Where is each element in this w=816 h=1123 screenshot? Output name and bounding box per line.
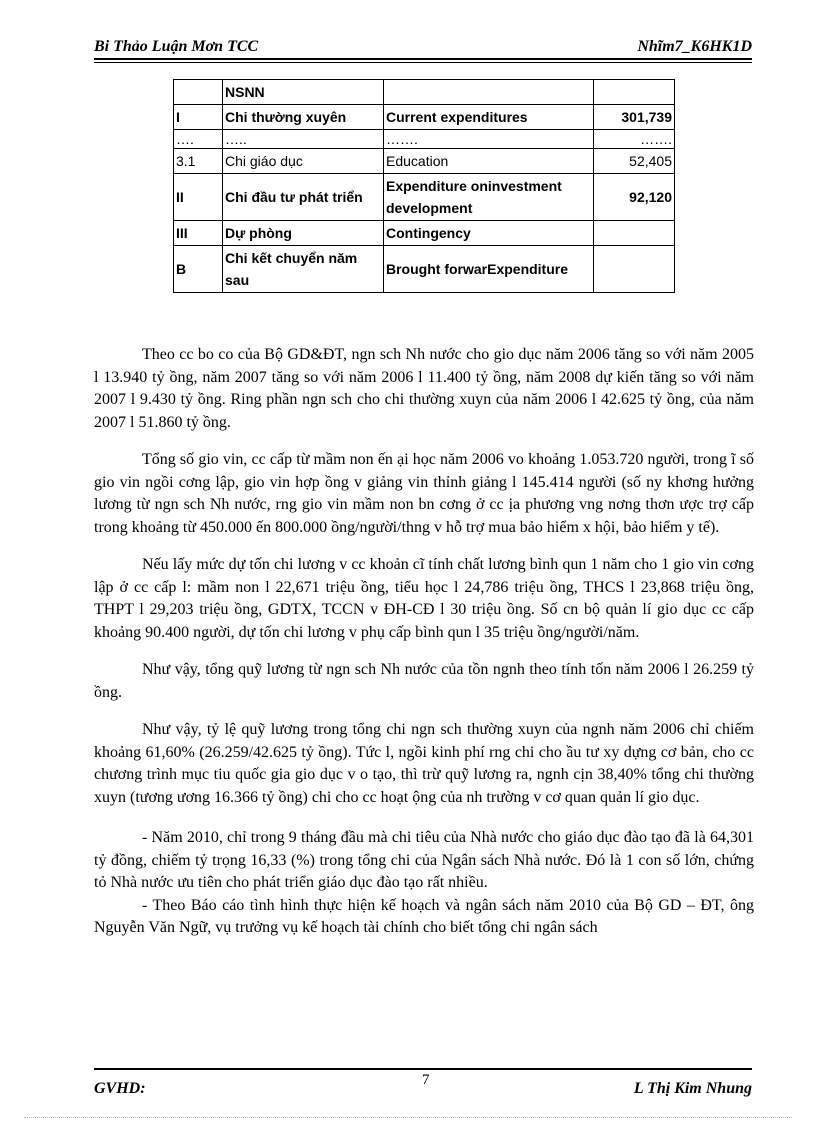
table-cell-c0: B [174,246,223,293]
paragraph: Tổng số gio vin, cc cấp từ mầm non ến ại học năm 2006 vo khoảng 1.053.720 người, trong ĩ số gio vin ngồi cơng lập, gio vin hợp ồng v giảng vin thỉnh giảng l 145.414 người (số ny khơng hưởng lương từ ngn sch Nh nước, rng gio vin mầm non bn cơng ở cc ịa phương vng nơng thơn ược trợ cấp trong khoảng từ 450.000 ến 800.000 ồng/người/thng v hỗ trợ mua bảo hiểm x hội, bảo hiểm y tế). [94,451,754,536]
page-edge-divider [24,1117,792,1118]
table-cell-c3: 92,120 [594,174,675,221]
footer-advisor: GVHD: [94,1080,146,1097]
table-row [174,130,675,149]
table-cell-c1: ….. [223,130,384,149]
header-group: Nhĩm7_K6HK1D [637,38,752,55]
table-cell-c3: 52,405 [594,149,675,174]
paragraph: Nếu lấy mức dự tốn chi lương v cc khoản cĩ tính chất lương bình qun 1 năm cho 1 gio vin cơng lập ở cc cấp l: mầm non l 22,671 triệu ồng, tiểu học l 24,786 triệu ồng, THCS l 23,868 triệu ồng, THPT l 29,203 triệu ồng, GDTX, TCCN v ĐH-CĐ l 30 triệu ồng. Số cn bộ quản lí gio dục cc cấp khoảng 90.400 người, dự tốn chi lương v phụ cấp bình qun l 35 triệu ồng/người/năm. [94,556,754,641]
table-cell-c3 [594,80,675,105]
table-cell-c2 [384,80,594,105]
table-cell-c2: Expenditure oninvestment development [384,174,594,221]
header-title: Bi Thảo Luận Mơn TCC [94,38,259,55]
table-row [174,174,675,221]
budget-table [173,79,675,293]
table-cell-c1: Chi đầu tư phát triển [223,174,384,221]
paragraph: - Năm 2010, chỉ trong 9 tháng đầu mà chi tiêu của Nhà nước cho giáo dục đào tạo đã là 64,301 tỷ đồng, chiếm tỷ trọng 16,33 (%) trong tổng chi của Ngân sách Nhà nước. Đó là 1 con số lớn, chứng tỏ Nhà nước ưu tiên cho phát triển giáo dục đào tạo rất nhiều. [94,829,754,891]
table-cell-c0: …. [174,130,223,149]
table-cell-c3: 301,739 [594,105,675,130]
table-cell-c0: III [174,221,223,246]
table-cell-c2: Brought forwarExpenditure [384,246,594,293]
table-cell-c2: Contingency [384,221,594,246]
table-cell-c1: Dự phòng [223,221,384,246]
table-cell-c0: I [174,105,223,130]
paragraph: - Theo Báo cáo tình hình thực hiện kế hoạch và ngân sách năm 2010 của Bộ GD – ĐT, ông Nguyễn Văn Ngữ, vụ trưởng vụ kế hoạch tài chính cho biết tổng chi ngân sách [94,896,754,936]
page-number: 7 [422,1072,430,1088]
page-header [94,30,752,60]
table-cell-c2: ……. [384,130,594,149]
paragraph: Theo cc bo co của Bộ GD&ĐT, ngn sch Nh nước cho gio dục năm 2006 tăng so với năm 2005 l 13.940 tỷ ồng, năm 2007 tăng so với năm 2006 l 11.400 tỷ ồng, năm 2008 dự kiến tăng so với năm 2007 l 9.430 tỷ ồng. Ring phần ngn sch cho chi thường xuyn của năm 2006 l 42.625 tỷ ồng, của năm 2007 l 51.860 tỷ ồng. [94,346,754,431]
table-cell-c1: Chi giáo dục [223,149,384,174]
table-cell-c0: II [174,174,223,221]
table-cell-c0: 3.1 [174,149,223,174]
table-cell-c3 [594,221,675,246]
table-cell-c3 [594,246,675,293]
table-row [174,80,675,105]
table-row [174,246,675,293]
document-body [94,344,754,940]
paragraph: Như vậy, tỷ lệ quỹ lương trong tổng chi ngn sch thường xuyn của ngnh năm 2006 chỉ chiếm khoảng 61,60% (26.259/42.625 tỷ ồng). Tức l, ngồi kinh phí rng chi cho ầu tư xy dựng cơ bản, cho cc chương trình mục tiu quốc gia gio dục v o tạo, thì trừ quỹ lương ra, ngnh cịn 38,40% tổng chi thường xuyn (tương ương 16.366 tỷ ồng) chi cho cc hoạt ộng của nh trường v cơ quan quản lí gio dục. [94,721,754,806]
table-cell-c2: Current expenditures [384,105,594,130]
table-row [174,105,675,130]
table-cell-c1: Chi kết chuyển năm sau [223,246,384,293]
table-cell-c1: NSNN [223,80,384,105]
table-row [174,149,675,174]
table-row [174,221,675,246]
table-cell-c2: Education [384,149,594,174]
paragraph: Như vậy, tổng quỹ lương từ ngn sch Nh nước của tồn ngnh theo tính tốn năm 2006 l 26.259 tỷ ồng. [94,661,754,701]
table-cell-c0 [174,80,223,105]
footer-author: L Thị Kim Nhung [633,1080,752,1097]
page-footer [94,1068,752,1098]
table-cell-c3: ……. [594,130,675,149]
table-cell-c1: Chi thường xuyên [223,105,384,130]
